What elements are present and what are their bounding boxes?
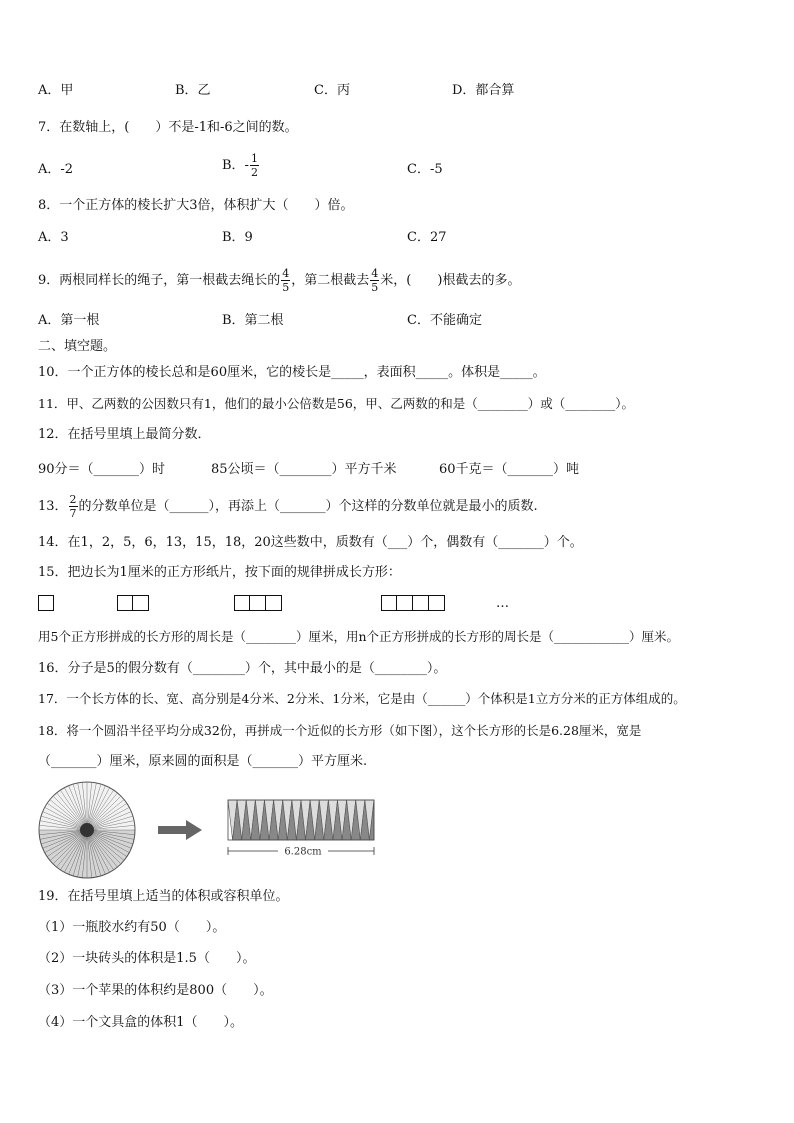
q13-fraction — [69, 494, 78, 519]
square-pattern-1 — [38, 595, 54, 611]
q16: 16．分子是5的假分数有（________）个，其中最小的是（________）。 — [38, 661, 447, 676]
q6-option-d: D．都合算 — [452, 83, 515, 98]
q13-rest: 的分数单位是（______），再添上（_______）个这样的分数单位就是最小的质数. — [78, 499, 538, 514]
arrow-icon — [158, 820, 202, 840]
q19-item-4: （4）一个文具盒的体积1（ ）。 — [38, 1015, 244, 1030]
square-pattern-4 — [381, 595, 445, 611]
q8-option-c: C．27 — [407, 230, 447, 245]
q7-option-c: C．-5 — [407, 162, 443, 177]
fraction-denominator: 2 — [250, 166, 258, 179]
q19-item-3: （3）一个苹果的体积约是800（ ）。 — [38, 983, 273, 998]
fraction-numerator: 1 — [250, 152, 258, 165]
fraction-denominator: 5 — [282, 281, 290, 294]
q7-stem: 7．在数轴上，( ）不是-1和-6之间的数。 — [38, 120, 298, 135]
q9-part2: ，第二根截去 — [291, 273, 370, 288]
circle-center — [80, 823, 94, 837]
q8-stem: 8．一个正方体的棱长扩大3倍，体积扩大（ ）倍。 — [38, 198, 354, 213]
fraction-numerator: 2 — [69, 493, 77, 506]
q8-option-b: B．9 — [222, 230, 253, 245]
q9-fraction-2 — [370, 268, 379, 293]
q19-item-1: （1）一瓶胶水约有50（ ）。 — [38, 920, 226, 935]
fraction-numerator: 4 — [371, 267, 379, 280]
q9-part3: 米，( )根截去的多。 — [380, 273, 521, 288]
unit-square — [38, 595, 54, 611]
divided-circle-figure — [37, 780, 137, 880]
fraction-denominator: 5 — [371, 281, 379, 294]
q6-option-c: C．丙 — [314, 83, 350, 98]
unit-square — [133, 595, 149, 611]
fraction-numerator: 4 — [282, 267, 290, 280]
q9-option-c: C．不能确定 — [407, 313, 482, 328]
rearranged-rectangle-figure — [224, 796, 378, 858]
q7-option-b-prefix: B．- — [222, 158, 249, 173]
q18-line-2: （_______）厘米，原来圆的面积是（_______）平方厘米. — [38, 754, 368, 769]
unit-square — [429, 595, 445, 611]
section-heading: 二、填空题。 — [38, 339, 117, 354]
q14: 14．在1，2，5，6，13，15，18，20这些数中，质数有（___）个，偶数有（_______）个。 — [38, 535, 583, 550]
q9-fraction-1 — [281, 268, 290, 293]
q19-stem: 19．在括号里填上适当的体积或容积单位。 — [38, 889, 289, 904]
q18-line-1: 18．将一个圆沿半径平均分成32份，再拼成一个近似的长方形（如下图），这个长方形的长是6.28厘米，宽是 — [38, 723, 642, 738]
q15-sentence: 用5个正方形拼成的长方形的周长是（________）厘米，用n个正方形拼成的长方形的周长是（____________）厘米。 — [38, 629, 680, 644]
q6-option-b: B．乙 — [175, 83, 211, 98]
q13-number: 13． — [38, 499, 68, 514]
q9-option-b: B．第二根 — [222, 313, 284, 328]
q15-stem: 15．把边长为1厘米的正方形纸片，按下面的规律拼成长方形： — [38, 565, 401, 580]
q9-stem — [38, 268, 520, 293]
square-pattern-2 — [117, 595, 149, 611]
q8-option-a: A．3 — [38, 230, 69, 245]
q13 — [38, 494, 538, 519]
q9-part1: 9．两根同样长的绳子，第一根截去绳长的 — [38, 273, 281, 288]
fraction-denominator: 7 — [69, 507, 77, 520]
q6-option-a: A．甲 — [38, 83, 74, 98]
q7-option-b — [222, 153, 260, 178]
unit-square — [381, 595, 397, 611]
unit-square — [397, 595, 413, 611]
unit-square — [250, 595, 266, 611]
unit-square — [413, 595, 429, 611]
unit-square — [117, 595, 133, 611]
pattern-ellipsis: … — [496, 596, 509, 611]
q12-item-3: 60千克＝（_______）吨 — [439, 462, 580, 477]
unit-square — [234, 595, 250, 611]
circle-lower-half — [39, 830, 135, 878]
q12-item-2: 85公顷＝（________）平方千米 — [211, 462, 397, 477]
q10: 10．一个正方体的棱长总和是60厘米，它的棱长是_____，表面积_____。体积是_____。 — [38, 365, 546, 380]
q9-option-a: A．第一根 — [38, 313, 100, 328]
q17: 17．一个长方体的长、宽、高分别是4分米、2分米、1分米，它是由（______）个体积是1立方分米的正方体组成的。 — [38, 691, 686, 706]
dimension-label: 6.28cm — [284, 846, 322, 858]
unit-square — [266, 595, 282, 611]
q19-item-2: （2）一块砖头的体积是1.5（ ）。 — [38, 951, 256, 966]
q7-fraction — [250, 153, 259, 178]
q12-stem: 12．在括号里填上最简分数． — [38, 427, 211, 442]
q12-item-1: 90分＝（_______）时 — [38, 462, 166, 477]
q7-option-a: A．-2 — [38, 162, 74, 177]
square-pattern-3 — [234, 595, 282, 611]
q11: 11．甲、乙两数的公因数只有1，他们的最小公倍数是56，甲、乙两数的和是（________）或（________）。 — [38, 396, 635, 411]
rectangle-sectors — [228, 800, 374, 840]
